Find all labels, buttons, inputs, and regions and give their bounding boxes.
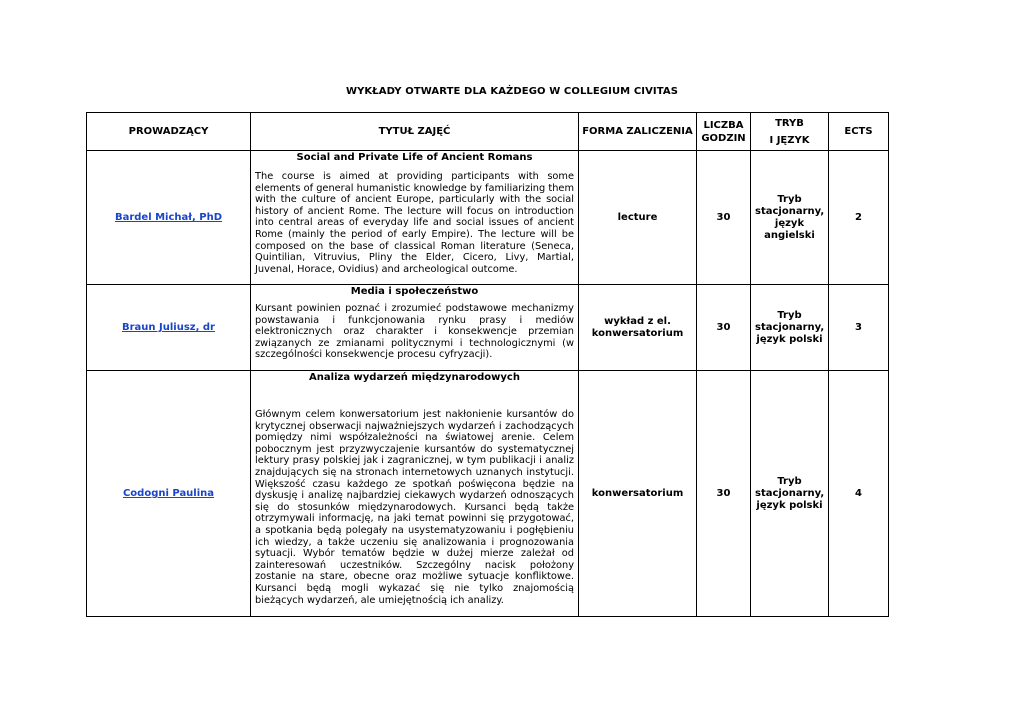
header-mode-line2: I JĘZYK (769, 134, 810, 146)
header-mode-language (751, 113, 829, 151)
table-row (87, 285, 889, 371)
lecturer-link[interactable]: Codogni Paulina (122, 488, 215, 499)
hours-cell: 30 (697, 371, 751, 617)
table-row (87, 371, 889, 617)
lecturer-cell (87, 285, 251, 371)
lecturer-link[interactable]: Bardel Michał, PhD (114, 212, 223, 223)
table-header-row (87, 113, 889, 151)
ects-cell: 4 (829, 371, 889, 617)
course-title: Social and Private Life of Ancient Romans (296, 152, 533, 163)
ects-cell: 2 (829, 151, 889, 285)
course-title: Analiza wydarzeń międzynarodowych (309, 372, 520, 383)
lecturer-cell (87, 151, 251, 285)
course-description: Głównym celem konwersatorium jest nakłonienie kursantów do krytycznej obserwacji najważniejszych wydarzeń i zachodzących pomiędzy nimi współzależności na światowej arenie. Celem pobocznym jest przyzwyczajenie kursantów do systematycznej lektury prasy polskiej jak i zagranicznej, w tym publikacji i analiz znajdujących się na stronach internetowych uznanych instytucji. Większość czasu każdego ze spotkań poświęcona będzie na dyskusję i analizę najbardziej ciekawych wydarzeń odnoszących się do stosunków międzynarodowych. Kursanci będą także otrzymywali informację, na jaki temat powinni się przygotować, a spotkania będą polegały na usystematyzowaniu i pogłębieniu ich wiedzy, a także uczeniu się analizowania i prognozowania sytuacji. Wybór tematów będzie w dużej mierze zależał od zainteresowań uczestników. Szczególny nacisk położony zostanie na stare, obecne oraz możliwe sytuacje konfliktowe. Kursanci będą mogli wykazać się nie tylko znajomością bieżących wydarzeń, ale umiejętnością ich analizy. (255, 409, 574, 606)
course-cell (251, 285, 579, 371)
course-cell (251, 371, 579, 617)
header-ects: ECTS (829, 113, 889, 151)
assessment-cell: lecture (579, 151, 697, 285)
course-description: Kursant powinien poznać i zrozumieć podstawowe mechanizmy powstawania i funkcjonowania rynku prasy i mediów elektronicznych oraz charakter i konsekwencje przemian związanych ze zmianami politycznymi i technologicznymi (w szczególności konsekwencje procesu cyfryzacji). (255, 303, 574, 361)
mode-language-cell: Tryb stacjonarny, język angielski (751, 151, 829, 285)
header-lecturer: PROWADZĄCY (87, 113, 251, 151)
course-title: Media i społeczeństwo (350, 286, 479, 297)
assessment-cell: wykład z el. konwersatorium (579, 285, 697, 371)
course-description: The course is aimed at providing participants with some elements of general humanistic knowledge by familiarizing them with the culture of ancient Europe, particularly with the social history of ancient Rome. The lecture will focus on introduction into central areas of everyday life and social issues of ancient Rome (mainly the period of early Empire). The lecture will be composed on the base of classical Roman literature (Seneca, Quintilian, Vitruvius, Pliny the Elder, Cicero, Livy, Martial, Juvenal, Horace, Ovidius) and archeological outcome. (255, 171, 574, 275)
header-hours-line2: GODZIN (701, 132, 746, 144)
ects-cell: 3 (829, 285, 889, 371)
lecturer-cell (87, 371, 251, 617)
page-title: WYKŁADY OTWARTE DLA KAŻDEGO W COLLEGIUM CIVITAS (345, 86, 679, 97)
hours-cell: 30 (697, 151, 751, 285)
course-cell (251, 151, 579, 285)
header-assessment: FORMA ZALICZENIA (579, 113, 697, 151)
lecturer-link[interactable]: Braun Juliusz, dr (122, 322, 215, 333)
courses-table (86, 112, 889, 617)
mode-language-cell: Tryb stacjonarny, język polski (751, 285, 829, 371)
mode-language-cell: Tryb stacjonarny, język polski (751, 371, 829, 617)
header-hours-line1: LICZBA (703, 119, 744, 131)
table-row (87, 151, 889, 285)
assessment-cell: konwersatorium (579, 371, 697, 617)
header-course-title: TYTUŁ ZAJĘĆ (251, 113, 579, 151)
hours-cell: 30 (697, 285, 751, 371)
header-mode-line1: TRYB (775, 117, 804, 129)
header-hours (697, 113, 751, 151)
